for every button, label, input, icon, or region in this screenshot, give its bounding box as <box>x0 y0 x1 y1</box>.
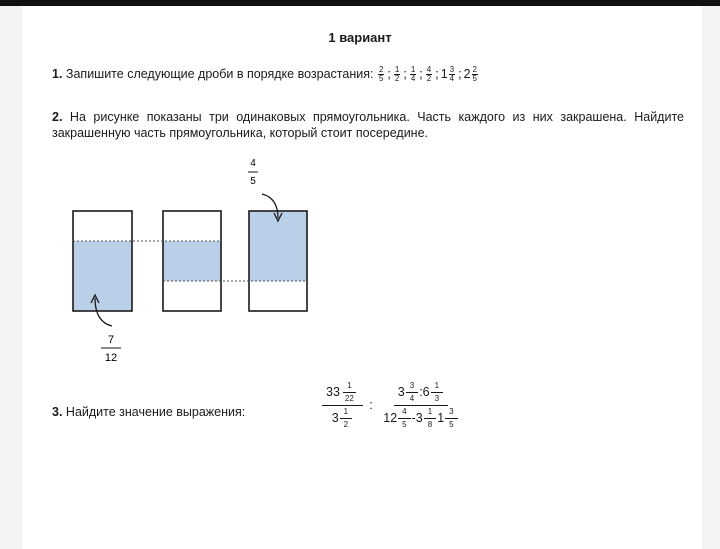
label-right-denominator: 5 <box>250 176 256 187</box>
mixed-number: 1 $\frac{3}{4}$ <box>440 65 455 84</box>
expression-right-fraction: 3 $\frac{3}{4}$ :6 $\frac{1}{3}$ 12 $\frac{4}{5}$ ‑3 $\frac{1}{8}$ 1 $\frac{3}{5}$ <box>379 382 462 429</box>
label-right-numerator: 4 <box>250 158 256 169</box>
fraction: $\frac{1}{2}$ <box>394 65 400 84</box>
task-3-text: Найдите значение выражения: <box>65 405 246 419</box>
label-left-denominator: 12 <box>104 352 118 364</box>
fraction: $\frac{4}{2}$ <box>426 65 432 84</box>
expression-left-fraction: 33 $\frac{1}{22}$ 3 $\frac{1}{2}$ <box>322 382 363 429</box>
left-rectangle-shaded <box>73 241 132 311</box>
task-3-number: 3. <box>52 405 63 419</box>
page-title: 1 вариант <box>328 30 392 45</box>
task-2-number: 2. <box>52 110 63 124</box>
task-2-text: На рисунке показаны три одинаковых прямоугольника. Часть каждого из них закрашена. Найдите закрашенную часть прямоугольника, который стоит посередине. <box>52 110 684 140</box>
label-left-numerator: 7 <box>107 334 115 346</box>
middle-rectangle-shaded <box>163 241 221 281</box>
fraction: $\frac{2}{5}$ <box>378 65 384 84</box>
fraction: $\frac{1}{4}$ <box>410 65 416 84</box>
task-1: 1. Запишите следующие дроби в порядке возрастания: $\frac{2}{5}$ ; $\frac{1}{2}$ ; $\frac{1}{4}$ ; $\frac{4}{2}$ ; 1 $\frac{3}{4}$ ; 2 $\frac{2}{5}$ <box>52 65 477 84</box>
task-1-text: Запишите следующие дроби в порядке возрастания: <box>65 67 374 81</box>
task-1-number: 1. <box>52 67 63 81</box>
task-3 <box>52 404 245 420</box>
division-sign: : <box>369 397 373 412</box>
mixed-number: 2 $\frac{2}{5}$ <box>463 65 477 84</box>
expression <box>322 382 463 429</box>
